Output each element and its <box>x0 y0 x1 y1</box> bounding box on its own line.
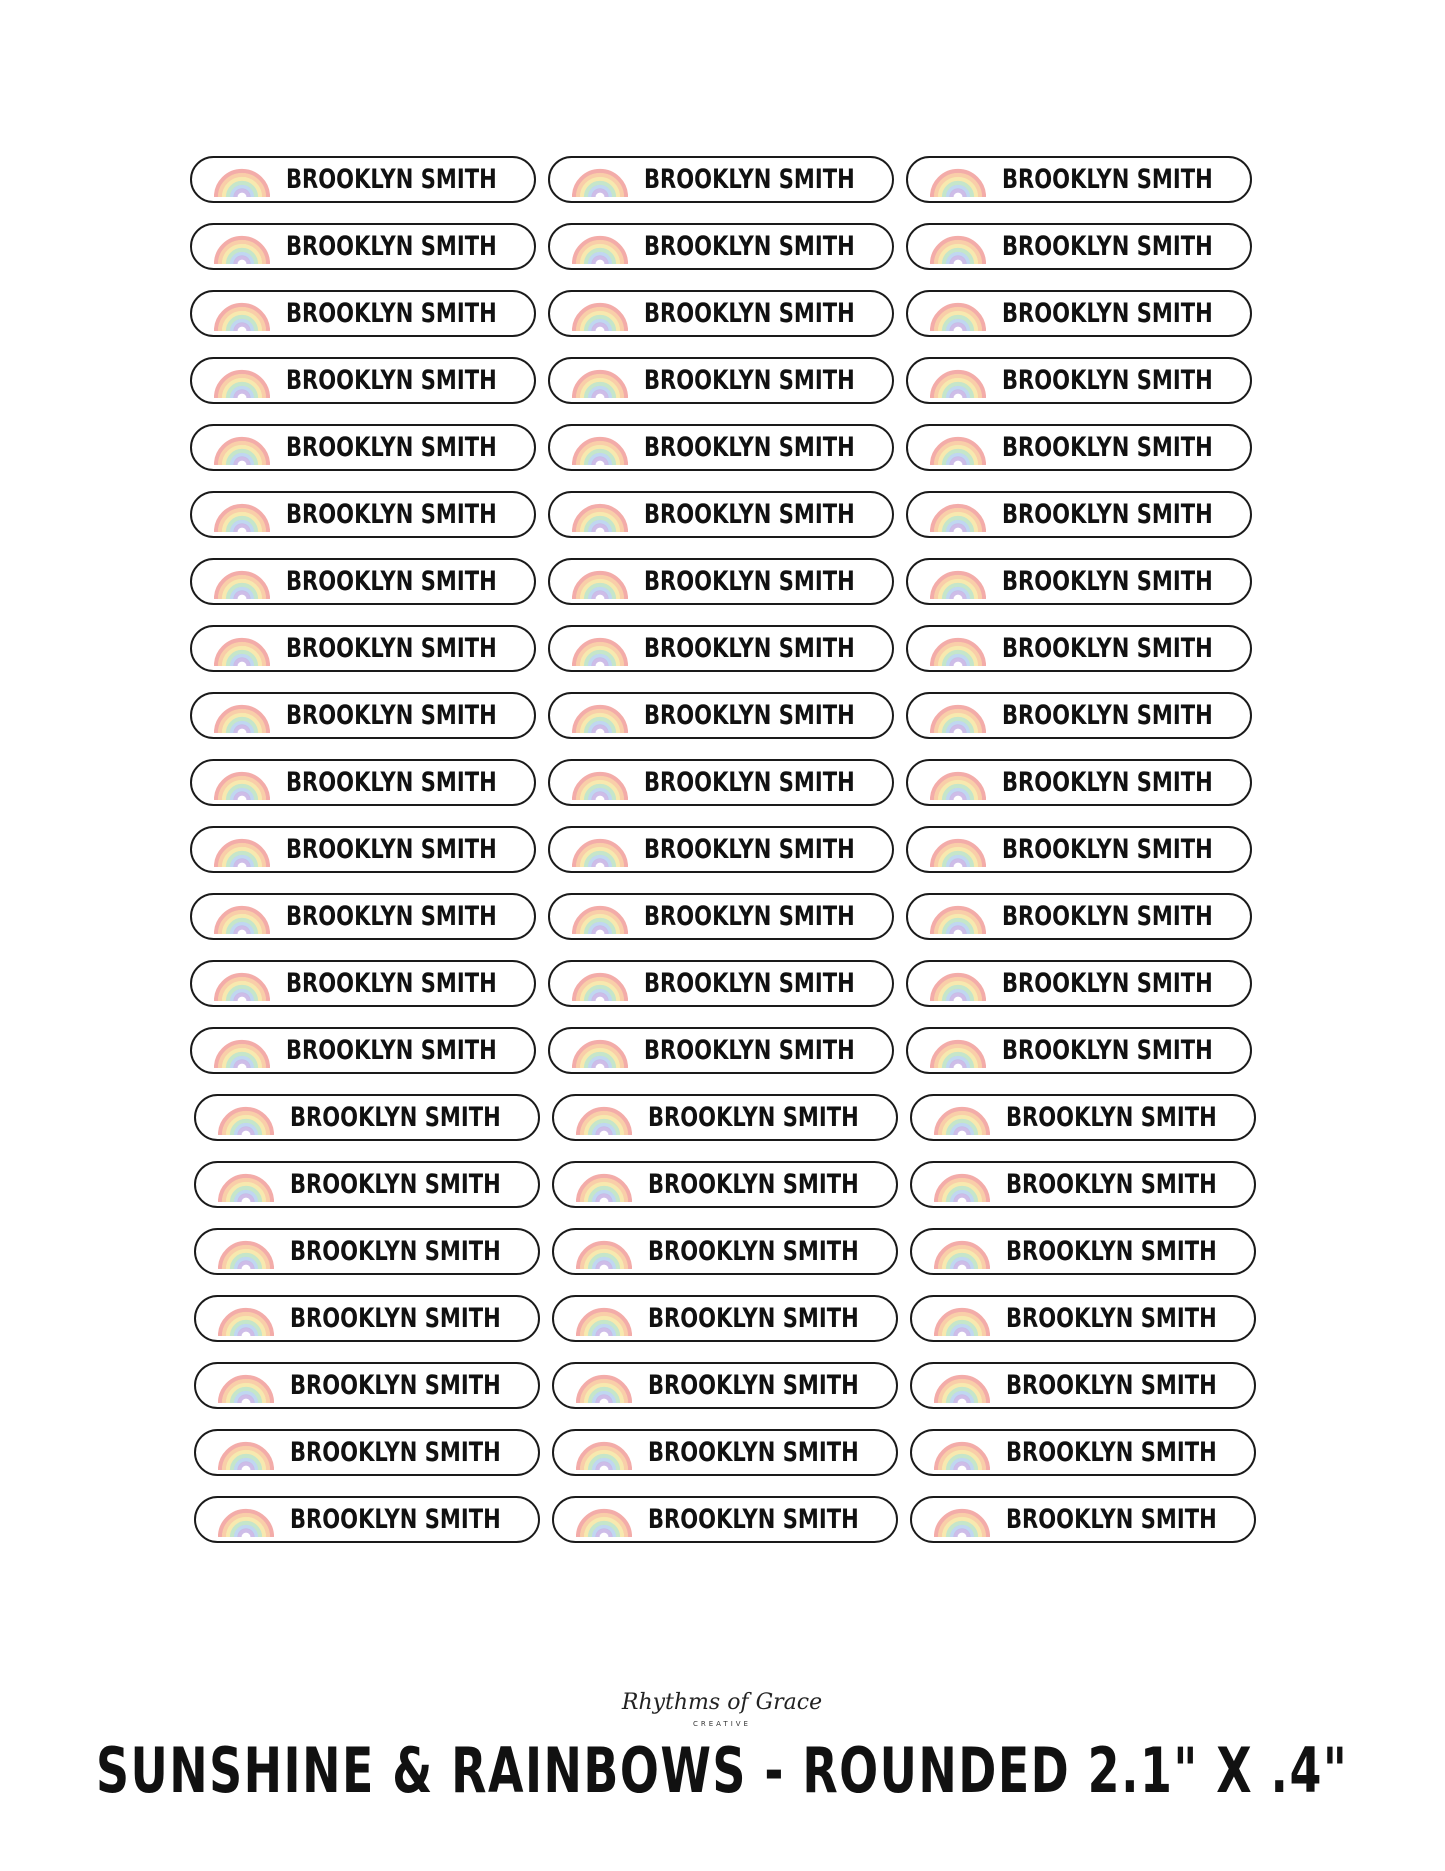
rainbow-icon <box>930 569 986 599</box>
rainbow-icon <box>214 301 270 331</box>
rainbow-icon <box>214 837 270 867</box>
name-label <box>194 1496 540 1543</box>
name-label <box>906 759 1252 806</box>
label-name-text: BROOKLYN SMITH <box>644 365 855 396</box>
name-label <box>552 1362 898 1409</box>
rainbow-icon <box>214 234 270 264</box>
label-name-text: BROOKLYN SMITH <box>1002 432 1213 463</box>
label-name-text: BROOKLYN SMITH <box>644 700 855 731</box>
name-label <box>190 491 536 538</box>
rainbow-icon <box>572 368 628 398</box>
rainbow-icon <box>934 1440 990 1470</box>
name-label <box>906 826 1252 873</box>
label-name-text: BROOKLYN SMITH <box>644 834 855 865</box>
name-label <box>548 893 894 940</box>
name-label <box>906 625 1252 672</box>
name-label <box>552 1496 898 1543</box>
rainbow-icon <box>930 301 986 331</box>
label-name-text: BROOKLYN SMITH <box>1006 1102 1217 1133</box>
rainbow-icon <box>218 1373 274 1403</box>
label-name-text: BROOKLYN SMITH <box>644 231 855 262</box>
name-label <box>552 1295 898 1342</box>
rainbow-icon <box>576 1440 632 1470</box>
label-name-text: BROOKLYN SMITH <box>290 1370 501 1401</box>
name-label <box>910 1295 1256 1342</box>
label-name-text: BROOKLYN SMITH <box>1002 767 1213 798</box>
label-name-text: BROOKLYN SMITH <box>1002 834 1213 865</box>
rainbow-icon <box>930 636 986 666</box>
label-name-text: BROOKLYN SMITH <box>286 231 497 262</box>
name-label <box>194 1228 540 1275</box>
name-label <box>910 1094 1256 1141</box>
name-label <box>906 290 1252 337</box>
name-label <box>190 625 536 672</box>
label-name-text: BROOKLYN SMITH <box>1002 365 1213 396</box>
label-name-text: BROOKLYN SMITH <box>644 164 855 195</box>
label-name-text: BROOKLYN SMITH <box>644 1035 855 1066</box>
logo-subtext: CREATIVE <box>693 1720 751 1728</box>
label-name-text: BROOKLYN SMITH <box>648 1102 859 1133</box>
rainbow-icon <box>576 1172 632 1202</box>
label-name-text: BROOKLYN SMITH <box>1006 1236 1217 1267</box>
name-label <box>906 960 1252 1007</box>
name-label <box>910 1228 1256 1275</box>
rainbow-icon <box>214 770 270 800</box>
name-label <box>190 960 536 1007</box>
label-name-text: BROOKLYN SMITH <box>1002 231 1213 262</box>
rainbow-icon <box>214 703 270 733</box>
label-name-text: BROOKLYN SMITH <box>1002 566 1213 597</box>
rainbow-icon <box>572 1038 628 1068</box>
name-label <box>906 893 1252 940</box>
rainbow-icon <box>214 971 270 1001</box>
rainbow-icon <box>930 837 986 867</box>
rainbow-icon <box>572 301 628 331</box>
rainbow-icon <box>576 1507 632 1537</box>
rainbow-icon <box>572 234 628 264</box>
name-label <box>548 223 894 270</box>
rainbow-icon <box>934 1507 990 1537</box>
rainbow-icon <box>214 502 270 532</box>
label-name-text: BROOKLYN SMITH <box>286 298 497 329</box>
name-label <box>906 558 1252 605</box>
label-name-text: BROOKLYN SMITH <box>286 566 497 597</box>
name-label <box>548 692 894 739</box>
rainbow-icon <box>576 1239 632 1269</box>
name-label <box>190 1027 536 1074</box>
logo-script-text: Rhythms of Grace <box>621 1689 823 1715</box>
label-name-text: BROOKLYN SMITH <box>648 1303 859 1334</box>
label-name-text: BROOKLYN SMITH <box>644 432 855 463</box>
name-label <box>552 1094 898 1141</box>
name-label <box>910 1429 1256 1476</box>
label-name-text: BROOKLYN SMITH <box>286 432 497 463</box>
label-name-text: BROOKLYN SMITH <box>1002 499 1213 530</box>
label-name-text: BROOKLYN SMITH <box>1002 700 1213 731</box>
name-label <box>906 692 1252 739</box>
name-label <box>190 357 536 404</box>
label-name-text: BROOKLYN SMITH <box>648 1169 859 1200</box>
name-label <box>552 1429 898 1476</box>
rainbow-icon <box>930 770 986 800</box>
name-label <box>906 1027 1252 1074</box>
name-label <box>194 1094 540 1141</box>
name-label <box>548 826 894 873</box>
name-label <box>190 223 536 270</box>
rainbow-icon <box>576 1373 632 1403</box>
label-name-text: BROOKLYN SMITH <box>1002 298 1213 329</box>
name-label <box>548 625 894 672</box>
rainbow-icon <box>930 368 986 398</box>
name-label <box>194 1295 540 1342</box>
rainbow-icon <box>930 1038 986 1068</box>
rainbow-icon <box>572 904 628 934</box>
label-name-text: BROOKLYN SMITH <box>644 499 855 530</box>
rainbow-icon <box>572 770 628 800</box>
name-label <box>548 357 894 404</box>
rainbow-icon <box>934 1306 990 1336</box>
label-name-text: BROOKLYN SMITH <box>1002 901 1213 932</box>
name-label <box>190 156 536 203</box>
rainbow-icon <box>218 1172 274 1202</box>
rainbow-icon <box>930 971 986 1001</box>
rainbow-icon <box>218 1105 274 1135</box>
name-label <box>194 1161 540 1208</box>
name-label <box>194 1362 540 1409</box>
label-name-text: BROOKLYN SMITH <box>1006 1370 1217 1401</box>
rainbow-icon <box>214 1038 270 1068</box>
label-name-text: BROOKLYN SMITH <box>1006 1437 1217 1468</box>
label-name-text: BROOKLYN SMITH <box>286 633 497 664</box>
rainbow-icon <box>572 636 628 666</box>
label-name-text: BROOKLYN SMITH <box>1006 1169 1217 1200</box>
label-name-text: BROOKLYN SMITH <box>1006 1504 1217 1535</box>
label-name-text: BROOKLYN SMITH <box>290 1504 501 1535</box>
name-label <box>910 1362 1256 1409</box>
label-name-text: BROOKLYN SMITH <box>648 1504 859 1535</box>
rainbow-icon <box>930 904 986 934</box>
rainbow-icon <box>930 435 986 465</box>
name-label <box>190 692 536 739</box>
name-label <box>906 491 1252 538</box>
label-name-text: BROOKLYN SMITH <box>644 633 855 664</box>
rainbow-icon <box>572 502 628 532</box>
rainbow-icon <box>572 569 628 599</box>
name-label <box>906 156 1252 203</box>
name-label <box>190 290 536 337</box>
name-label <box>910 1161 1256 1208</box>
label-name-text: BROOKLYN SMITH <box>644 901 855 932</box>
label-name-text: BROOKLYN SMITH <box>290 1303 501 1334</box>
rainbow-icon <box>214 636 270 666</box>
rainbow-icon <box>214 368 270 398</box>
rainbow-icon <box>930 234 986 264</box>
name-label <box>906 424 1252 471</box>
rainbow-icon <box>214 569 270 599</box>
label-name-text: BROOKLYN SMITH <box>648 1437 859 1468</box>
rainbow-icon <box>930 502 986 532</box>
name-label <box>548 424 894 471</box>
name-label <box>552 1228 898 1275</box>
brand-logo <box>621 1678 823 1736</box>
rainbow-icon <box>218 1306 274 1336</box>
name-label <box>548 960 894 1007</box>
name-label <box>190 893 536 940</box>
label-name-text: BROOKLYN SMITH <box>1002 164 1213 195</box>
rainbow-icon <box>930 703 986 733</box>
label-name-text: BROOKLYN SMITH <box>286 968 497 999</box>
name-label <box>548 290 894 337</box>
label-name-text: BROOKLYN SMITH <box>286 700 497 731</box>
rainbow-icon <box>218 1440 274 1470</box>
rainbow-icon <box>934 1172 990 1202</box>
label-name-text: BROOKLYN SMITH <box>644 298 855 329</box>
rainbow-icon <box>214 167 270 197</box>
name-label <box>552 1161 898 1208</box>
name-label <box>190 759 536 806</box>
name-label <box>548 491 894 538</box>
name-label <box>906 223 1252 270</box>
rainbow-icon <box>218 1507 274 1537</box>
footer-title <box>0 1730 1445 1810</box>
label-name-text: BROOKLYN SMITH <box>290 1437 501 1468</box>
rainbow-icon <box>214 435 270 465</box>
rainbow-icon <box>572 971 628 1001</box>
rainbow-icon <box>214 904 270 934</box>
rainbow-icon <box>930 167 986 197</box>
label-name-text: BROOKLYN SMITH <box>1002 633 1213 664</box>
rainbow-icon <box>934 1105 990 1135</box>
name-label <box>190 826 536 873</box>
name-label <box>190 424 536 471</box>
rainbow-icon <box>218 1239 274 1269</box>
label-name-text: BROOKLYN SMITH <box>290 1169 501 1200</box>
rainbow-icon <box>576 1306 632 1336</box>
name-label <box>910 1496 1256 1543</box>
name-label <box>548 558 894 605</box>
footer-title-text: SUNSHINE & RAINBOWS - ROUNDED 2.1" X .4" <box>96 1733 1349 1807</box>
name-label <box>548 1027 894 1074</box>
label-name-text: BROOKLYN SMITH <box>644 767 855 798</box>
rainbow-icon <box>934 1239 990 1269</box>
label-name-text: BROOKLYN SMITH <box>644 566 855 597</box>
name-label <box>190 558 536 605</box>
rainbow-icon <box>572 837 628 867</box>
label-name-text: BROOKLYN SMITH <box>1002 1035 1213 1066</box>
label-name-text: BROOKLYN SMITH <box>648 1370 859 1401</box>
name-label <box>194 1429 540 1476</box>
label-name-text: BROOKLYN SMITH <box>648 1236 859 1267</box>
label-name-text: BROOKLYN SMITH <box>1002 968 1213 999</box>
rainbow-icon <box>934 1373 990 1403</box>
name-label <box>548 759 894 806</box>
name-label <box>548 156 894 203</box>
label-name-text: BROOKLYN SMITH <box>1006 1303 1217 1334</box>
label-name-text: BROOKLYN SMITH <box>290 1236 501 1267</box>
label-name-text: BROOKLYN SMITH <box>286 164 497 195</box>
label-name-text: BROOKLYN SMITH <box>644 968 855 999</box>
label-name-text: BROOKLYN SMITH <box>286 365 497 396</box>
label-name-text: BROOKLYN SMITH <box>286 1035 497 1066</box>
name-label <box>906 357 1252 404</box>
label-name-text: BROOKLYN SMITH <box>286 499 497 530</box>
rainbow-icon <box>572 435 628 465</box>
label-name-text: BROOKLYN SMITH <box>286 834 497 865</box>
label-name-text: BROOKLYN SMITH <box>286 901 497 932</box>
rainbow-icon <box>576 1105 632 1135</box>
rainbow-icon <box>572 703 628 733</box>
label-name-text: BROOKLYN SMITH <box>290 1102 501 1133</box>
rainbow-icon <box>572 167 628 197</box>
label-name-text: BROOKLYN SMITH <box>286 767 497 798</box>
